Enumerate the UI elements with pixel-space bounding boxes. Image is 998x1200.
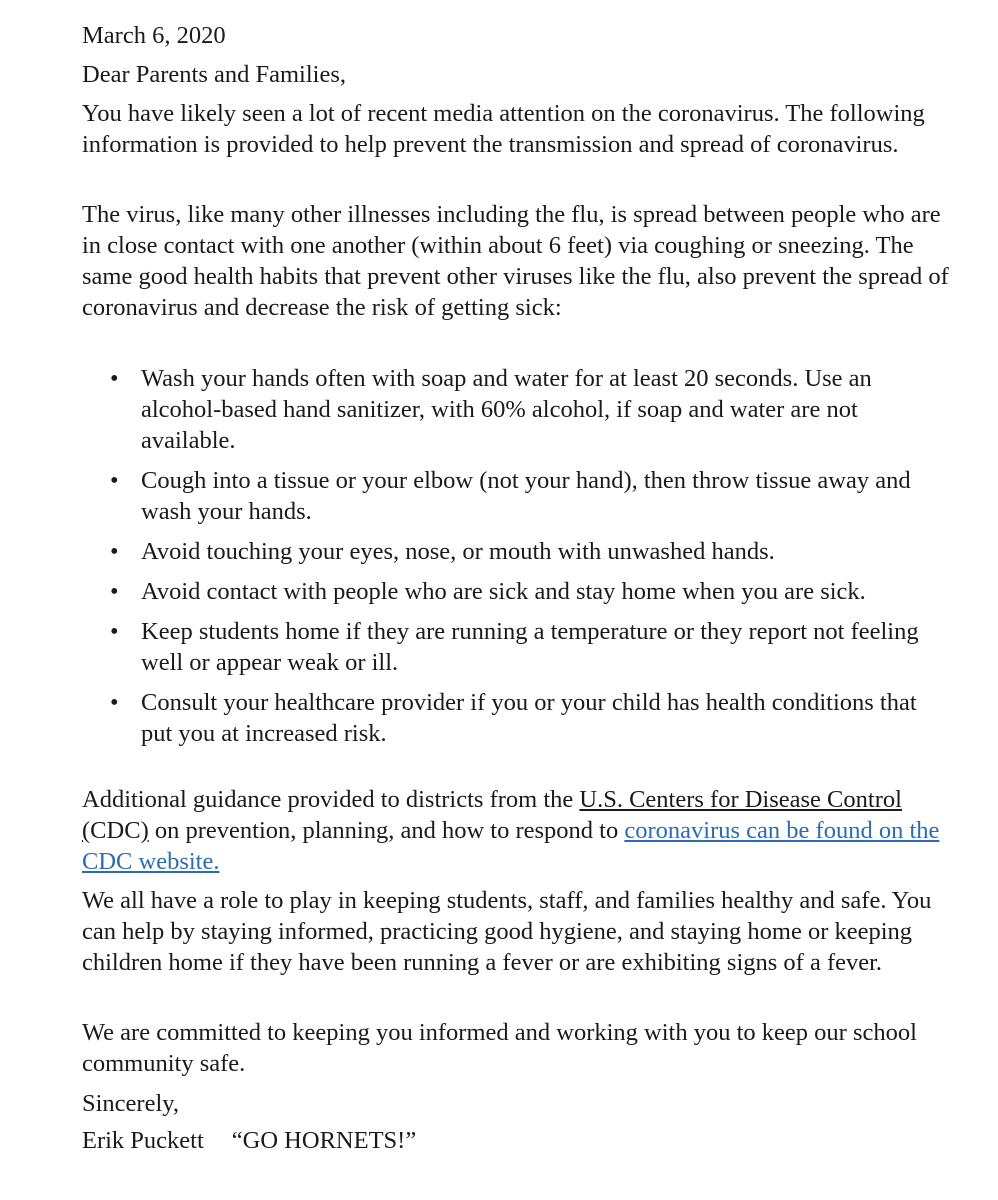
bullet-icon: • <box>110 467 119 494</box>
list-item-text: Avoid touching your eyes, nose, or mouth with unwashed hands. <box>141 538 775 565</box>
bullet-icon: • <box>110 578 119 605</box>
paragraph-commitment: We are committed to keeping you informed and working with you to keep our school community safe. <box>82 1019 917 1077</box>
paragraph-cdc-guidance <box>82 784 962 877</box>
list-item <box>110 363 930 456</box>
list-item-text: Wash your hands often with soap and water for at least 20 seconds. Use an alcohol-based hand sanitizer, with 60% alcohol, if soap and water are not available. <box>141 365 872 454</box>
paragraph-roles: We all have a role to play in keeping students, staff, and families healthy and safe. You can help by staying informed, practicing good hygiene, and staying home or keeping children home if they have been running a fever or are exhibiting signs of a fever. <box>82 887 932 976</box>
paragraph-virus-info: The virus, like many other illnesses including the flu, is spread between people who are in close contact with one another (within about 6 feet) via coughing or sneezing. The same good health habits that prevent other viruses like the flu, also prevent the spread of coronavirus and decrease the risk of getting sick: <box>82 201 949 321</box>
salutation: Dear Parents and Families, <box>82 61 346 88</box>
list-item <box>110 687 930 749</box>
slogan: “GO HORNETS!” <box>231 1127 417 1154</box>
list-item-text: Consult your healthcare provider if you or your child has health conditions that put you at increased risk. <box>141 689 917 747</box>
list-item <box>110 576 930 607</box>
list-item <box>110 536 930 567</box>
bullet-icon: • <box>110 618 119 645</box>
cdc-website-link[interactable]: coronavirus can be found on the CDC website. <box>82 817 940 875</box>
bullet-icon: • <box>110 538 119 565</box>
paragraph-cdc-intro: Additional guidance provided to districts from the <box>82 786 580 813</box>
letter-date: March 6, 2020 <box>82 22 226 49</box>
list-item <box>110 616 930 678</box>
signer-name: Erik Puckett <box>82 1127 204 1154</box>
closing: Sincerely, <box>82 1090 180 1117</box>
paragraph-cdc-middle: on prevention, planning, and how to respond to <box>148 817 625 844</box>
list-item-text: Cough into a tissue or your elbow (not your hand), then throw tissue away and wash your hands. <box>141 467 911 525</box>
paragraph-intro: You have likely seen a lot of recent media attention on the coronavirus. The following information is provided to help prevent the transmission and spread of coronavirus. <box>82 100 925 158</box>
health-habits-list <box>110 363 930 758</box>
bullet-icon: • <box>110 689 119 716</box>
list-item-text: Avoid contact with people who are sick and stay home when you are sick. <box>141 578 866 605</box>
signature-line <box>82 1125 416 1156</box>
bullet-icon: • <box>110 365 119 392</box>
cdc-agency-close[interactable]: ) <box>140 817 149 844</box>
list-item-text: Keep students home if they are running a temperature or they report not feeling well or appear weak or ill. <box>141 618 919 676</box>
list-item <box>110 465 930 527</box>
cdc-abbreviation: CDC <box>90 817 141 844</box>
cdc-agency-name[interactable]: U.S. Centers for Disease Control ( <box>82 786 902 844</box>
